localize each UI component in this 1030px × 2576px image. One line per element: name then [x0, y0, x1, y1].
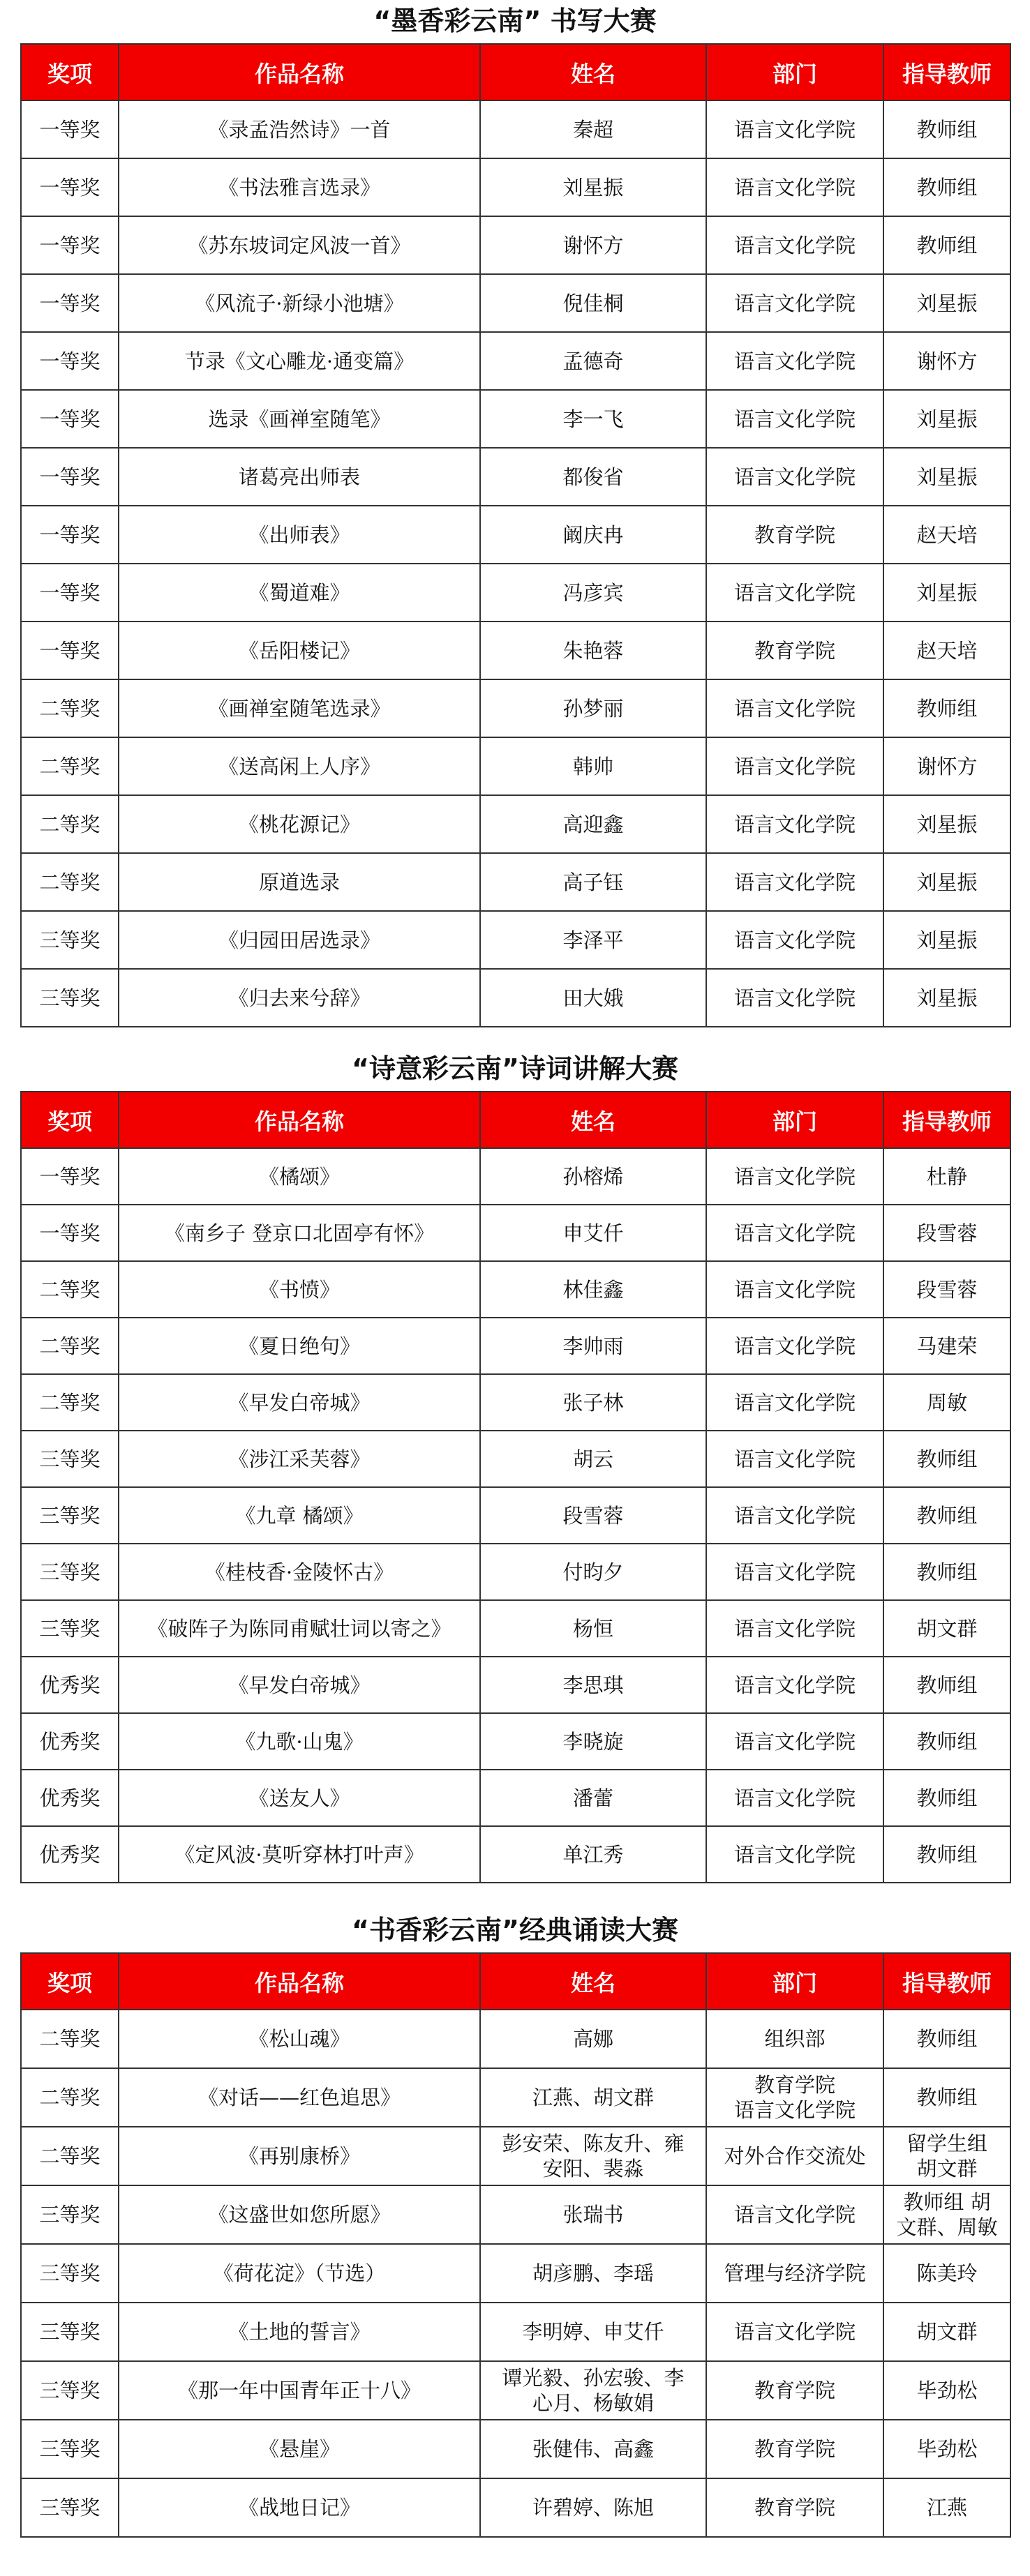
department-cell: 语言文化学院 [706, 1713, 883, 1770]
table-row [21, 1600, 1010, 1657]
department-cell: 语言文化学院 [706, 1770, 883, 1826]
award-cell: 二等奖 [21, 795, 119, 853]
award-cell: 一等奖 [21, 622, 119, 679]
award-cell: 一等奖 [21, 158, 119, 216]
award-cell: 二等奖 [21, 853, 119, 911]
name-cell: 李明婷、申艾仟 [480, 2303, 706, 2361]
name-cell: 孙梦丽 [480, 679, 706, 737]
award-cell: 优秀奖 [21, 1770, 119, 1826]
advisor-cell: 教师组 [883, 1713, 1010, 1770]
work-title-cell: 《对话——红色追思》 [119, 2068, 480, 2127]
table-row [21, 2244, 1010, 2303]
table-row [21, 1148, 1010, 1205]
work-title-cell: 诸葛亮出师表 [119, 448, 480, 506]
header-award: 奖项 [21, 44, 119, 100]
table-row [21, 274, 1010, 332]
advisor-cell: 教师组 [883, 1770, 1010, 1826]
department-cell: 语言文化学院 [706, 737, 883, 795]
award-cell: 一等奖 [21, 390, 119, 448]
department-cell: 语言文化学院 [706, 216, 883, 274]
table-row [21, 2303, 1010, 2361]
name-cell: 江燕、胡文群 [480, 2068, 706, 2127]
award-cell: 一等奖 [21, 1205, 119, 1261]
department-cell: 管理与经济学院 [706, 2244, 883, 2303]
work-title-cell: 《九歌·山鬼》 [119, 1713, 480, 1770]
award-cell: 一等奖 [21, 506, 119, 564]
table-row [21, 679, 1010, 737]
award-cell: 三等奖 [21, 969, 119, 1027]
work-title-cell: 《再别康桥》 [119, 2127, 480, 2185]
department-cell: 语言文化学院 [706, 911, 883, 969]
table-row [21, 737, 1010, 795]
department-cell: 教育学院 [706, 2478, 883, 2537]
header-row [21, 1953, 1010, 2010]
work-title-cell: 《那一年中国青年正十八》 [119, 2361, 480, 2420]
header-name: 姓名 [480, 44, 706, 100]
advisor-cell: 教师组 [883, 1431, 1010, 1487]
work-title-cell: 《荷花淀》（节选） [119, 2244, 480, 2303]
table-row [21, 564, 1010, 622]
header-award: 奖项 [21, 1092, 119, 1148]
advisor-cell: 毕劲松 [883, 2361, 1010, 2420]
award-cell: 一等奖 [21, 274, 119, 332]
name-cell: 孟德奇 [480, 332, 706, 390]
table-row [21, 506, 1010, 564]
work-title-cell: 《归园田居选录》 [119, 911, 480, 969]
results-table [20, 43, 1011, 1027]
name-cell: 刘星振 [480, 158, 706, 216]
advisor-cell: 教师组 [883, 679, 1010, 737]
award-cell: 二等奖 [21, 2068, 119, 2127]
advisor-cell: 教师组 [883, 1657, 1010, 1713]
advisor-cell: 刘星振 [883, 390, 1010, 448]
award-cell: 三等奖 [21, 1600, 119, 1657]
work-title-cell: 《送高闲上人序》 [119, 737, 480, 795]
award-cell: 优秀奖 [21, 1713, 119, 1770]
name-cell: 高迎鑫 [480, 795, 706, 853]
name-cell: 朱艳蓉 [480, 622, 706, 679]
award-cell: 三等奖 [21, 1544, 119, 1600]
work-title-cell: 《这盛世如您所愿》 [119, 2185, 480, 2244]
work-title-cell: 《书法雅言选录》 [119, 158, 480, 216]
department-cell: 语言文化学院 [706, 1487, 883, 1544]
header-department: 部门 [706, 1092, 883, 1148]
name-cell: 张健伟、高鑫 [480, 2420, 706, 2478]
table-row [21, 2127, 1010, 2185]
table-row [21, 100, 1010, 158]
classics-recitation-contest-section [20, 1915, 1010, 2538]
table-row [21, 448, 1010, 506]
work-title-cell: 《书愤》 [119, 1261, 480, 1318]
table-row [21, 332, 1010, 390]
work-title-cell: 《破阵子为陈同甫赋壮词以寄之》 [119, 1600, 480, 1657]
header-department: 部门 [706, 1953, 883, 2010]
table-row [21, 1374, 1010, 1431]
table-row [21, 1544, 1010, 1600]
table-row [21, 2185, 1010, 2244]
advisor-cell: 马建荣 [883, 1318, 1010, 1374]
department-cell: 语言文化学院 [706, 1826, 883, 1883]
advisor-cell: 段雪蓉 [883, 1261, 1010, 1318]
header-department: 部门 [706, 44, 883, 100]
work-title-cell: 《南乡子 登京口北固亭有怀》 [119, 1205, 480, 1261]
award-cell: 三等奖 [21, 1431, 119, 1487]
work-title-cell: 《画禅室随笔选录》 [119, 679, 480, 737]
advisor-cell: 教师组 [883, 1826, 1010, 1883]
department-cell: 语言文化学院 [706, 1205, 883, 1261]
header-work-title: 作品名称 [119, 1953, 480, 2010]
work-title-cell: 《早发白帝城》 [119, 1657, 480, 1713]
advisor-cell: 谢怀方 [883, 737, 1010, 795]
department-cell: 对外合作交流处 [706, 2127, 883, 2185]
department-cell: 语言文化学院 [706, 795, 883, 853]
work-title-cell: 《早发白帝城》 [119, 1374, 480, 1431]
table-row [21, 2068, 1010, 2127]
table-row [21, 853, 1010, 911]
section-title: “诗意彩云南”诗词讲解大赛 [352, 1053, 678, 1084]
name-cell: 韩帅 [480, 737, 706, 795]
header-advisor: 指导教师 [883, 1092, 1010, 1148]
table-row [21, 1318, 1010, 1374]
name-cell: 李一飞 [480, 390, 706, 448]
department-cell: 语言文化学院 [706, 274, 883, 332]
award-cell: 二等奖 [21, 2127, 119, 2185]
department-cell: 教育学院 [706, 506, 883, 564]
name-cell: 李泽平 [480, 911, 706, 969]
section-title: “书香彩云南”经典诵读大赛 [352, 1915, 678, 1945]
advisor-cell: 教师组 [883, 100, 1010, 158]
department-cell: 教育学院 [706, 2361, 883, 2420]
name-cell: 许碧婷、陈旭 [480, 2478, 706, 2537]
advisor-cell: 刘星振 [883, 448, 1010, 506]
name-cell: 胡彦鹏、李瑶 [480, 2244, 706, 2303]
results-table [20, 1952, 1011, 2538]
header-award: 奖项 [21, 1953, 119, 2010]
department-cell: 语言文化学院 [706, 390, 883, 448]
work-title-cell: 《风流子·新绿小池塘》 [119, 274, 480, 332]
award-cell: 二等奖 [21, 1374, 119, 1431]
advisor-cell: 陈美玲 [883, 2244, 1010, 2303]
department-cell: 语言文化学院 [706, 969, 883, 1027]
name-cell: 张瑞书 [480, 2185, 706, 2244]
work-title-cell: 《录孟浩然诗》一首 [119, 100, 480, 158]
name-cell: 付昀夕 [480, 1544, 706, 1600]
award-cell: 二等奖 [21, 2010, 119, 2068]
advisor-cell: 教师组 [883, 2010, 1010, 2068]
advisor-cell: 胡文群 [883, 1600, 1010, 1657]
name-cell: 胡云 [480, 1431, 706, 1487]
department-cell: 语言文化学院 [706, 448, 883, 506]
table-row [21, 622, 1010, 679]
results-table [20, 1091, 1011, 1883]
advisor-cell: 刘星振 [883, 795, 1010, 853]
header-row [21, 1092, 1010, 1148]
department-cell: 语言文化学院 [706, 1374, 883, 1431]
award-cell: 二等奖 [21, 679, 119, 737]
table-row [21, 2010, 1010, 2068]
header-name: 姓名 [480, 1953, 706, 2010]
award-cell: 二等奖 [21, 1318, 119, 1374]
name-cell: 田大娥 [480, 969, 706, 1027]
name-cell: 秦超 [480, 100, 706, 158]
award-cell: 三等奖 [21, 2303, 119, 2361]
advisor-cell: 教师组 [883, 216, 1010, 274]
header-name: 姓名 [480, 1092, 706, 1148]
name-cell: 李帅雨 [480, 1318, 706, 1374]
header-advisor: 指导教师 [883, 1953, 1010, 2010]
department-cell: 语言文化学院 [706, 564, 883, 622]
advisor-cell: 教师组 [883, 1544, 1010, 1600]
work-title-cell: 《战地日记》 [119, 2478, 480, 2537]
work-title-cell: 《蜀道难》 [119, 564, 480, 622]
department-cell: 语言文化学院 [706, 1544, 883, 1600]
work-title-cell: 《九章 橘颂》 [119, 1487, 480, 1544]
header-row [21, 44, 1010, 100]
advisor-cell: 胡文群 [883, 2303, 1010, 2361]
header-work-title: 作品名称 [119, 1092, 480, 1148]
table-row [21, 1205, 1010, 1261]
calligraphy-contest-section [20, 6, 1010, 1027]
work-title-cell: 节录《文心雕龙·通变篇》 [119, 332, 480, 390]
department-cell: 语言文化学院 [706, 1600, 883, 1657]
table-row [21, 969, 1010, 1027]
advisor-cell: 赵天培 [883, 506, 1010, 564]
award-cell: 优秀奖 [21, 1657, 119, 1713]
department-cell: 语言文化学院 [706, 1261, 883, 1318]
name-cell: 彭安荣、陈友升、雍 安阳、裴淼 [480, 2127, 706, 2185]
name-cell: 李思琪 [480, 1657, 706, 1713]
name-cell: 段雪蓉 [480, 1487, 706, 1544]
advisor-cell: 教师组 [883, 1487, 1010, 1544]
work-title-cell: 《归去来兮辞》 [119, 969, 480, 1027]
name-cell: 高子钰 [480, 853, 706, 911]
name-cell: 杨恒 [480, 1600, 706, 1657]
advisor-cell: 赵天培 [883, 622, 1010, 679]
table-row [21, 1770, 1010, 1826]
header-advisor: 指导教师 [883, 44, 1010, 100]
work-title-cell: 《桂枝香·金陵怀古》 [119, 1544, 480, 1600]
table-row [21, 1487, 1010, 1544]
award-cell: 三等奖 [21, 2478, 119, 2537]
advisor-cell: 教师组 [883, 2068, 1010, 2127]
award-cell: 一等奖 [21, 332, 119, 390]
department-cell: 语言文化学院 [706, 853, 883, 911]
department-cell: 语言文化学院 [706, 1431, 883, 1487]
work-title-cell: 《送友人》 [119, 1770, 480, 1826]
advisor-cell: 刘星振 [883, 853, 1010, 911]
award-cell: 三等奖 [21, 1487, 119, 1544]
advisor-cell: 留学生组 胡文群 [883, 2127, 1010, 2185]
table-row [21, 1826, 1010, 1883]
name-cell: 高娜 [480, 2010, 706, 2068]
name-cell: 阚庆冉 [480, 506, 706, 564]
department-cell: 教育学院 [706, 2420, 883, 2478]
advisor-cell: 教师组 胡 文群、周敏 [883, 2185, 1010, 2244]
award-cell: 三等奖 [21, 2185, 119, 2244]
table-row [21, 1431, 1010, 1487]
advisor-cell: 毕劲松 [883, 2420, 1010, 2478]
name-cell: 谭光毅、孙宏骏、李 心月、杨敏娟 [480, 2361, 706, 2420]
award-cell: 一等奖 [21, 100, 119, 158]
department-cell: 语言文化学院 [706, 332, 883, 390]
department-cell: 语言文化学院 [706, 2303, 883, 2361]
advisor-cell: 江燕 [883, 2478, 1010, 2537]
department-cell: 教育学院 [706, 622, 883, 679]
table-row [21, 2478, 1010, 2537]
advisor-cell: 杜静 [883, 1148, 1010, 1205]
department-cell: 语言文化学院 [706, 100, 883, 158]
advisor-cell: 周敏 [883, 1374, 1010, 1431]
name-cell: 谢怀方 [480, 216, 706, 274]
work-title-cell: 原道选录 [119, 853, 480, 911]
name-cell: 潘蕾 [480, 1770, 706, 1826]
table-row [21, 2420, 1010, 2478]
department-cell: 教育学院 语言文化学院 [706, 2068, 883, 2127]
award-cell: 优秀奖 [21, 1826, 119, 1883]
department-cell: 语言文化学院 [706, 2185, 883, 2244]
award-cell: 三等奖 [21, 911, 119, 969]
work-title-cell: 《夏日绝句》 [119, 1318, 480, 1374]
department-cell: 组织部 [706, 2010, 883, 2068]
award-cell: 一等奖 [21, 216, 119, 274]
award-cell: 三等奖 [21, 2420, 119, 2478]
work-title-cell: 《土地的誓言》 [119, 2303, 480, 2361]
table-row [21, 1713, 1010, 1770]
name-cell: 冯彦宾 [480, 564, 706, 622]
table-row [21, 1657, 1010, 1713]
header-work-title: 作品名称 [119, 44, 480, 100]
award-cell: 一等奖 [21, 1148, 119, 1205]
work-title-cell: 《橘颂》 [119, 1148, 480, 1205]
work-title-cell: 《岳阳楼记》 [119, 622, 480, 679]
department-cell: 语言文化学院 [706, 1318, 883, 1374]
award-cell: 三等奖 [21, 2244, 119, 2303]
name-cell: 倪佳桐 [480, 274, 706, 332]
work-title-cell: 《苏东坡词定风波一首》 [119, 216, 480, 274]
name-cell: 孙榕烯 [480, 1148, 706, 1205]
advisor-cell: 刘星振 [883, 274, 1010, 332]
department-cell: 语言文化学院 [706, 1148, 883, 1205]
advisor-cell: 刘星振 [883, 564, 1010, 622]
advisor-cell: 教师组 [883, 158, 1010, 216]
name-cell: 李晓旋 [480, 1713, 706, 1770]
name-cell: 张子林 [480, 1374, 706, 1431]
advisor-cell: 谢怀方 [883, 332, 1010, 390]
work-title-cell: 《松山魂》 [119, 2010, 480, 2068]
table-row [21, 158, 1010, 216]
department-cell: 语言文化学院 [706, 158, 883, 216]
work-title-cell: 《桃花源记》 [119, 795, 480, 853]
table-row [21, 2361, 1010, 2420]
award-cell: 二等奖 [21, 737, 119, 795]
work-title-cell: 选录《画禅室随笔》 [119, 390, 480, 448]
work-title-cell: 《出师表》 [119, 506, 480, 564]
award-cell: 二等奖 [21, 1261, 119, 1318]
name-cell: 单江秀 [480, 1826, 706, 1883]
award-cell: 一等奖 [21, 564, 119, 622]
advisor-cell: 刘星振 [883, 969, 1010, 1027]
award-cell: 一等奖 [21, 448, 119, 506]
award-cell: 三等奖 [21, 2361, 119, 2420]
table-row [21, 390, 1010, 448]
poetry-explanation-contest-section [20, 1053, 1010, 1883]
section-title: “墨香彩云南” 书写大赛 [373, 6, 657, 36]
work-title-cell: 《悬崖》 [119, 2420, 480, 2478]
advisor-cell: 段雪蓉 [883, 1205, 1010, 1261]
department-cell: 语言文化学院 [706, 1657, 883, 1713]
table-row [21, 795, 1010, 853]
work-title-cell: 《定风波·莫听穿林打叶声》 [119, 1826, 480, 1883]
name-cell: 林佳鑫 [480, 1261, 706, 1318]
name-cell: 都俊省 [480, 448, 706, 506]
name-cell: 申艾仟 [480, 1205, 706, 1261]
advisor-cell: 刘星振 [883, 911, 1010, 969]
work-title-cell: 《涉江采芙蓉》 [119, 1431, 480, 1487]
table-row [21, 911, 1010, 969]
table-row [21, 216, 1010, 274]
department-cell: 语言文化学院 [706, 679, 883, 737]
table-row [21, 1261, 1010, 1318]
